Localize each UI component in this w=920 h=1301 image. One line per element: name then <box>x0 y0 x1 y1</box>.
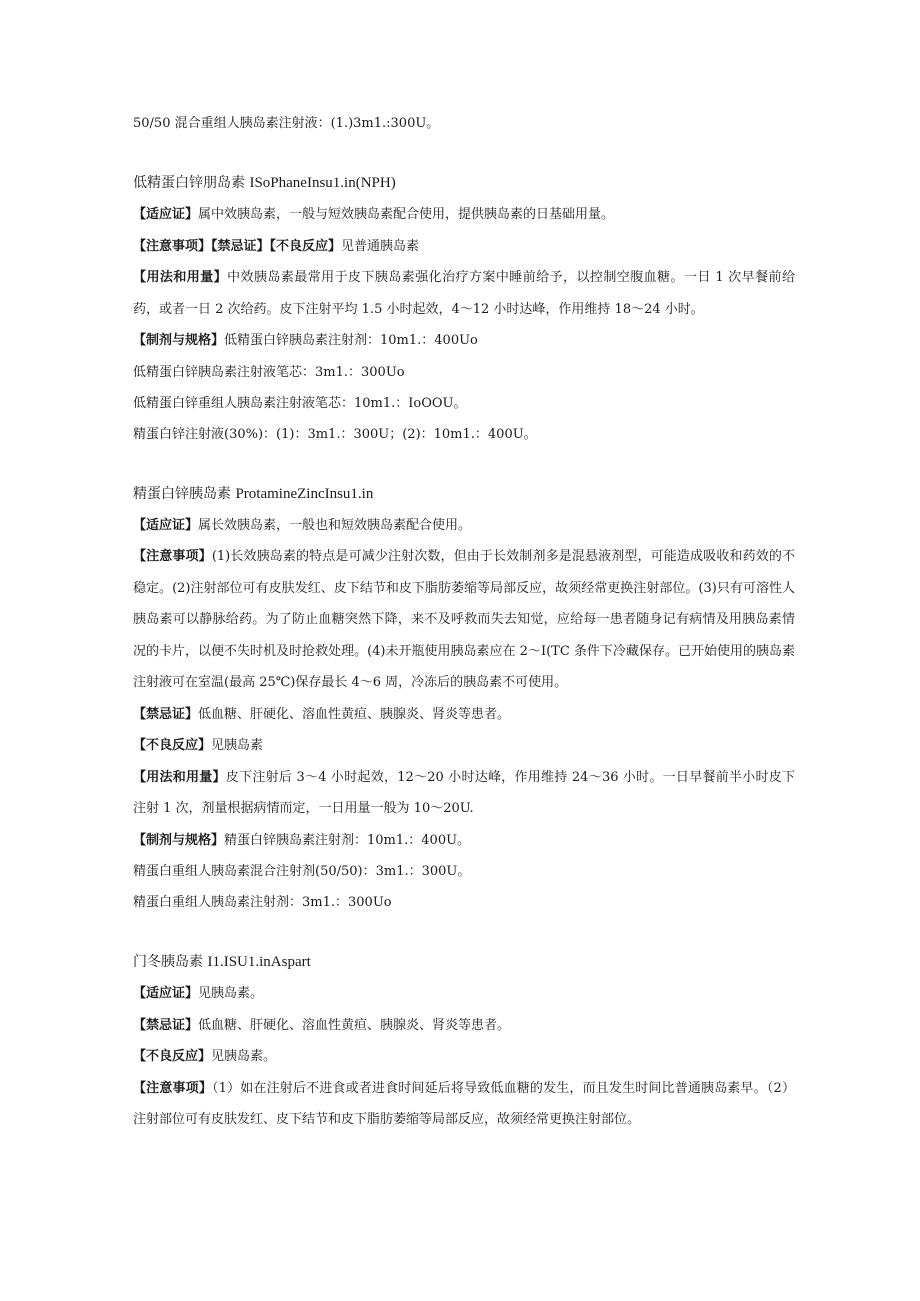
cautions-text: (1)长效胰岛素的特点是可减少注射次数，但由于长效制剂多是混悬液剂型，可能造成吸收和药效的不稳定。(2)注射部位可有皮肤发红、皮下结节和皮下脂肪萎缩等局部反应，故须经常更换注射部位。(3)只有可溶性人胰岛素可以静脉给药。为了防止血糖突然下降，来不及呼救而失去知觉，应给每一患者随身记有病情及用胰岛素情况的卡片，以便不失时机及时抢救处理。(4)未开瓶使用胰岛素应在 2～I(TC 条件下冷藏保存。已开始使用的胰岛素注射液可在室温(最高 25℃)保存最长 4～6 周，冷冻后的胰岛素不可使用。 <box>133 549 795 690</box>
indication-label: 【适应证】 <box>133 517 199 533</box>
cautions-text: （1）如在注射后不进食或者进食时间延后将导致低血糖的发生，而且发生时间比普通胰岛素早。（2）注射部位可有皮肤发红、皮下结节和皮下脂肪萎缩等局部反应，故须经常更换注射部位。 <box>133 1080 795 1127</box>
usage-label: 【用法和用量】 <box>133 769 226 785</box>
usage-text: 中效胰岛素最常用于皮下胰岛素强化治疗方案中睡前给予，以控制空腹血糖。一日 1 次早餐前给药，或者一日 2 次给药。皮下注射平均 1.5 小时起效，4～12 小时达峰，作用维持 18～24 小时。 <box>133 270 795 317</box>
prep-line: 精蛋白锌注射液(30%)：(1)：3m1.：300U；(2)：10m1.：400U。 <box>133 426 537 442</box>
heading-en: I1.ISU1.inAspart <box>207 954 311 970</box>
section-heading-pzi <box>133 479 795 510</box>
adverse-para <box>133 730 795 762</box>
heading-en: ProtamineZincInsu1.in <box>235 485 374 502</box>
indication-label: 【适应证】 <box>133 986 199 1001</box>
document-page <box>133 108 795 1136</box>
adverse-text: 见胰岛素 <box>211 738 264 753</box>
prep-para <box>133 825 795 857</box>
adverse-label: 【不良反应】 <box>133 738 212 753</box>
usage-para <box>133 762 795 825</box>
prep-label: 【制剂与规格】 <box>133 832 225 848</box>
contra-para <box>133 1010 795 1042</box>
prep-line: 精蛋白重组人胰岛素混合注射剂(50/50)：3m1.：300U。 <box>133 864 471 879</box>
adverse-label: 【不良反应】 <box>133 1049 212 1064</box>
contra-para <box>133 699 795 731</box>
prep-line: 精蛋白重组人胰岛素注射剂：3m1.：300Uo <box>133 895 392 910</box>
indication-para <box>133 199 795 231</box>
adverse-text: 见胰岛素。 <box>211 1049 277 1064</box>
prep-line: 低精蛋白锌胰岛素注射液笔芯：3m1.：300Uo <box>133 364 405 380</box>
prep-label: 【制剂与规格】 <box>133 333 225 348</box>
cautions-label: 【注意事项】【禁忌证】【不良反应】 <box>133 238 342 254</box>
usage-text: 皮下注射后 3～4 小时起效，12～20 小时达峰，作用维持 24～36 小时。一日早餐前半小时皮下注射 1 次，剂量根据病情而定，一日用量一般为 10～20U. <box>133 769 795 816</box>
section-heading-nph <box>133 168 795 199</box>
indication-para <box>133 978 795 1010</box>
contra-text: 低血糖、肝硬化、溶血性黄疸、胰腺炎、肾炎等患者。 <box>198 1017 511 1033</box>
intro-line: 50/50 混合重组人胰岛素注射液：(1.)3m1.:300U。 <box>133 116 440 131</box>
prep-line: 低精蛋白锌重组人胰岛素注射液笔芯：10m1.：IoOOU。 <box>133 395 467 411</box>
cautions-label: 【注意事项】 <box>133 1080 212 1096</box>
heading-cn: 低精蛋白锌朋岛素 <box>133 175 245 191</box>
indication-label: 【适应证】 <box>133 207 199 222</box>
usage-para <box>133 262 795 325</box>
cautions-para <box>133 231 795 263</box>
cautions-label: 【注意事项】 <box>133 549 212 564</box>
heading-en: ISoPhaneInsu1.in(NPH) <box>249 175 396 191</box>
prep-text: 低精蛋白锌胰岛素注射剂：10m1.：400Uo <box>224 333 478 348</box>
indication-text: 属长效胰岛素，一般也和短效胰岛素配合使用。 <box>198 517 472 533</box>
prep-text: 精蛋白锌胰岛素注射剂：10m1.：400U。 <box>224 832 471 848</box>
indication-para <box>133 510 795 542</box>
cautions-para <box>133 541 795 699</box>
heading-cn: 门冬胰岛素 <box>133 954 203 970</box>
contra-text: 低血糖、肝硬化、溶血性黄疸、胰腺炎、肾炎等患者。 <box>198 706 511 722</box>
contra-label: 【禁忌证】 <box>133 706 199 722</box>
indication-text: 见胰岛素。 <box>198 986 264 1001</box>
prep-para <box>133 325 795 357</box>
usage-label: 【用法和用量】 <box>133 270 228 285</box>
adverse-para <box>133 1041 795 1073</box>
contra-label: 【禁忌证】 <box>133 1017 199 1033</box>
heading-cn: 精蛋白锌胰岛素 <box>133 485 231 502</box>
indication-text: 属中效胰岛素，一般与短效胰岛素配合使用，提供胰岛素的日基础用量。 <box>198 207 615 222</box>
cautions-para <box>133 1073 795 1136</box>
section-heading-aspart <box>133 947 795 978</box>
cautions-text: 见普通胰岛素 <box>341 238 420 254</box>
